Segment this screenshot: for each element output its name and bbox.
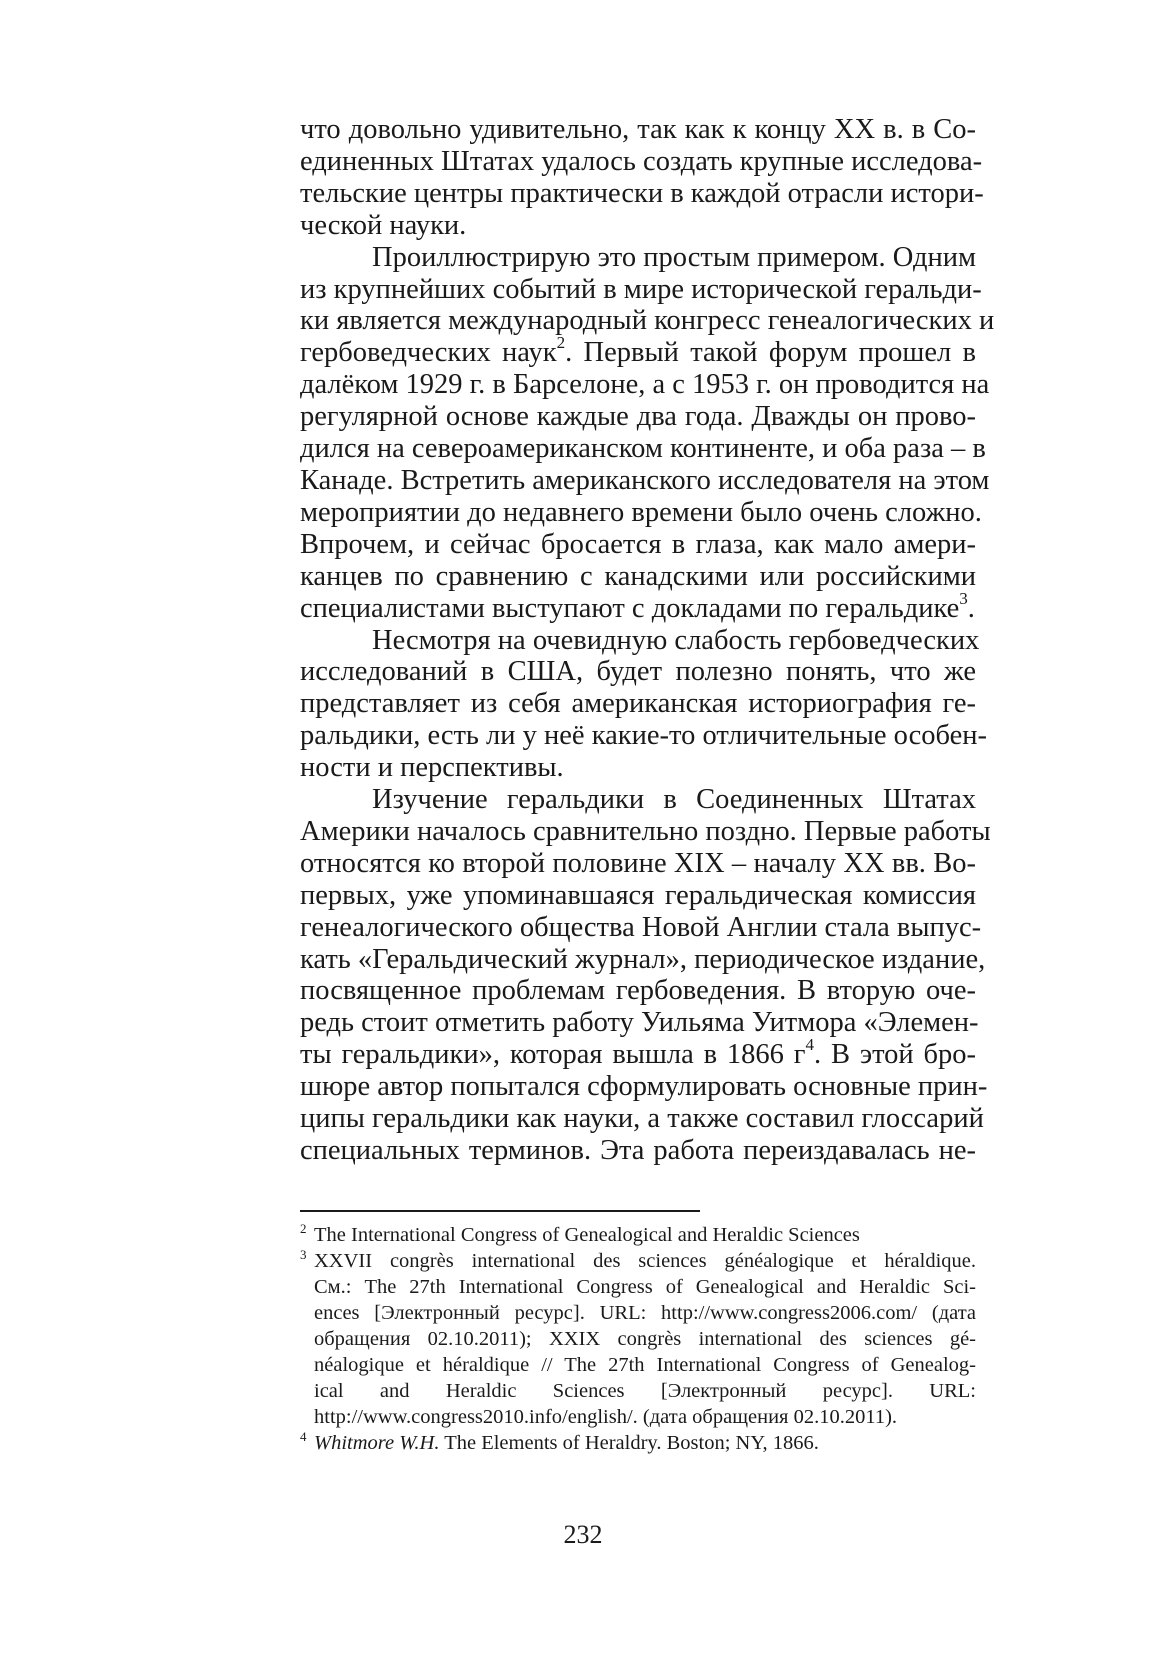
text-line: из крупнейших событий в мире исторической геральди- [300, 273, 982, 305]
text-line [300, 1035, 976, 1071]
text-line: специальных терминов. Эта работа переиздавалась не- [300, 1135, 976, 1166]
footnote-line: ences [Электронный ресурс]. URL: http://www.congress2006.com/ (дата [314, 1302, 976, 1324]
text-line: Канаде. Встретить американского исследователя на этом [300, 464, 990, 496]
footnote-separator [300, 1210, 700, 1212]
footnote-line: ical and Heraldic Sciences [Электронный ресурс]. URL: [314, 1380, 976, 1402]
footnote-line: http://www.congress2010.info/english/. (дата обращения 02.10.2011). [314, 1406, 898, 1428]
text-line: относятся ко второй половине XIX – началу XX вв. Во- [300, 847, 976, 879]
text-line: регулярной основе каждые два года. Дважды он прово- [300, 401, 976, 433]
text-line: Америки началось сравнительно поздно. Первые работы [300, 815, 991, 847]
footnote-line: См.: The 27th International Congress of Genealogical and Heraldic Sci- [314, 1276, 976, 1298]
text-line: Впрочем, и сейчас бросается в глаза, как мало амери- [300, 528, 976, 560]
text-run: . В этой бро- [814, 1039, 976, 1071]
footnote-author: Whitmore W.H. [314, 1432, 440, 1454]
text-line: генеалогического общества Новой Англии стала выпус- [300, 911, 982, 943]
text-line: представляет из себя американская историография ге- [300, 688, 976, 720]
footnote-line: néalogique et héraldique // The 27th International Congress of Genealog- [314, 1354, 976, 1376]
text-line: Изучение геральдики в Соединенных Штатах [372, 784, 976, 816]
footnote-number: 3 [300, 1247, 307, 1262]
text-line: исследований в США, будет полезно понять, что же [300, 656, 976, 688]
main-text [300, 114, 995, 1167]
paragraph-2 [300, 241, 995, 625]
footnote-number: 2 [300, 1221, 307, 1236]
footnote-ref-4[interactable]: 4 [805, 1035, 814, 1055]
paragraph-1 [300, 114, 984, 242]
text-run: . [967, 592, 975, 624]
text-line: ческой науки. [300, 209, 467, 241]
text-line: Проиллюстрирую это простым примером. Одним [372, 241, 977, 273]
text-line [300, 588, 976, 625]
text-line: посвященное проблемам гербоведения. В вторую оче- [300, 975, 976, 1007]
text-line: ки является международный конгресс генеалогических и [300, 305, 995, 337]
footnote-ref-2[interactable]: 2 [556, 333, 566, 353]
footnotes [300, 1222, 976, 1456]
paragraph-4 [300, 784, 991, 1167]
text-line: что довольно удивительно, так как к концу XX в. в Со- [300, 114, 976, 145]
text-line: единенных Штатах удалось создать крупные исследова- [300, 145, 983, 177]
text-line: тельские центры практически в каждой отрасли истори- [300, 177, 984, 209]
text-line: далёком 1929 г. в Барселоне, а с 1953 г. он проводится на [300, 369, 990, 401]
page-number: 232 [563, 1520, 603, 1549]
footnote-3 [300, 1248, 976, 1430]
footnote-4 [300, 1430, 976, 1456]
footnote-line: The International Congress of Genealogical and Heraldic Sciences [314, 1224, 860, 1246]
text-line [300, 333, 976, 369]
text-line: первых, уже упоминавшаяся геральдическая комиссия [300, 879, 976, 911]
paragraph-3 [300, 624, 988, 785]
footnote-2 [300, 1222, 976, 1248]
footnote-ref-3[interactable]: 3 [959, 588, 968, 608]
text-run: ты геральдики», которая вышла в 1866 г [300, 1039, 806, 1071]
text-line: редь стоит отметить работу Уильяма Уитмора «Элемен- [300, 1007, 979, 1039]
text-line: ципы геральдики как науки, а также составил глоссарий [300, 1103, 984, 1135]
text-line: ности и перспективы. [300, 752, 564, 784]
text-line: дился на североамериканском континенте, и оба раза – в [300, 433, 986, 465]
footnote-line [314, 1430, 976, 1456]
text-run: специалистами выступают с докладами по геральдике [300, 592, 960, 624]
text-line: мероприятии до недавнего времени было очень сложно. [300, 496, 982, 528]
text-line: шюре автор попытался сформулировать основные прин- [300, 1071, 988, 1103]
footnote-line: XXVII congrès international des sciences généalogique et héraldique. [314, 1250, 976, 1272]
footnote-citation: The Elements of Heraldry. Boston; NY, 1866. [439, 1432, 819, 1454]
text-line: кать «Геральдический журнал», периодическое издание, [300, 943, 986, 975]
text-line: ральдики, есть ли у неё какие-то отличительные особен- [300, 720, 988, 752]
text-run: . Первый такой форум прошел в [565, 337, 976, 369]
footnote-line: обращения 02.10.2011); XXIX congrès international des sciences gé- [314, 1328, 976, 1350]
text-line: Несмотря на очевидную слабость гербоведческих [372, 624, 980, 656]
text-line: канцев по сравнению с канадскими или российскими [300, 560, 976, 592]
footnote-number: 4 [300, 1429, 307, 1444]
text-run: гербоведческих наук [300, 337, 557, 369]
